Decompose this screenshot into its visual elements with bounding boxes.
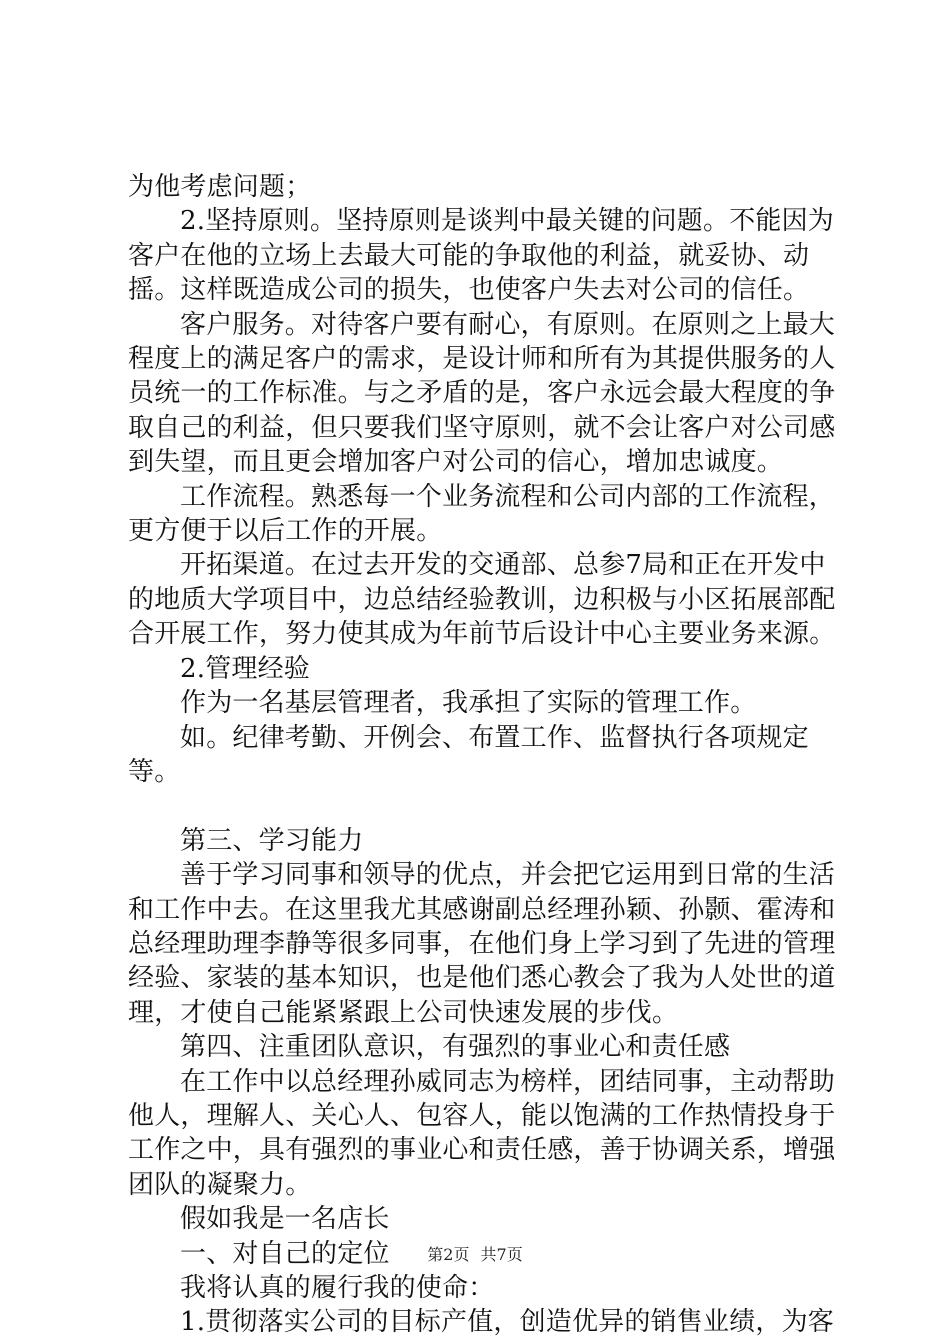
paragraph: 第三、学习能力 <box>180 825 364 856</box>
document-body <box>128 170 838 1340</box>
page-number: 第2页 <box>427 1245 470 1264</box>
paragraph: 在工作中以总经理孙威同志为榜样，团结同事，主动帮助他人，理解人、关心人、包容人，能以饱满的工作热情投身于工作之中，具有强烈的事业心和责任感，善于协调关系，增强团队的凝聚力。 <box>128 1066 836 1200</box>
paragraph: 2.坚持原则。坚持原则是谈判中最关键的问题。不能因为客户在他的立场上去最大可能的争取他的利益，就妥协、动摇。这样既造成公司的损失，也使客户失去对公司的信任。 <box>128 206 835 306</box>
page-footer <box>0 1245 950 1265</box>
blank-line <box>128 789 838 823</box>
paragraph: 客户服务。对待客户要有耐心，有原则。在原则之上最大程度上的满足客户的需求，是设计师和所有为其提供服务的人员统一的工作标准。与之矛盾的是，客户永远会最大程度的争取自己的利益，但只要我们坚守原则，就不会让客户对公司感到失望，而且更会增加客户对公司的信心，增加忠诚度。 <box>128 309 836 478</box>
paragraph: 第四、注重团队意识，有强烈的事业心和责任感 <box>180 1032 731 1063</box>
paragraph: 开拓渠道。在过去开发的交通部、总参7局和正在开发中的地质大学项目中，边总结经验教训，边积极与小区拓展部配合开展工作，努力使其成为年前节后设计中心主要业务来源。 <box>128 550 836 650</box>
paragraph: 假如我是一名店长 <box>180 1204 390 1235</box>
paragraph: 工作流程。熟悉每一个业务流程和公司内部的工作流程，更方便于以后工作的开展。 <box>128 481 836 547</box>
paragraph: 一、对自己的定位 <box>180 1238 390 1269</box>
paragraph: 我将认真的履行我的使命： <box>180 1272 495 1303</box>
page-total: 共7页 <box>480 1245 523 1264</box>
paragraph: 2.管理经验 <box>180 653 311 684</box>
paragraph: 1.贯彻落实公司的目标产值，创造优异的销售业绩，为客 <box>180 1307 835 1338</box>
paragraph: 善于学习同事和领导的优点，并会把它运用到日常的生活和工作中去。在这里我尤其感谢副总经理孙颖、孙颢、霍涛和总经理助理李静等很多同事，在他们身上学习到了先进的管理经验、家装的基本知识，也是他们悉心教会了我为人处世的道理，才使自己能紧紧跟上公司快速发展的步伐。 <box>128 860 836 1028</box>
paragraph: 为他考虑问题； <box>128 172 312 202</box>
paragraph: 如。纪律考勤、开例会、布置工作、监督执行各项规定等。 <box>128 722 809 787</box>
paragraph: 作为一名基层管理者，我承担了实际的管理工作。 <box>180 688 757 719</box>
